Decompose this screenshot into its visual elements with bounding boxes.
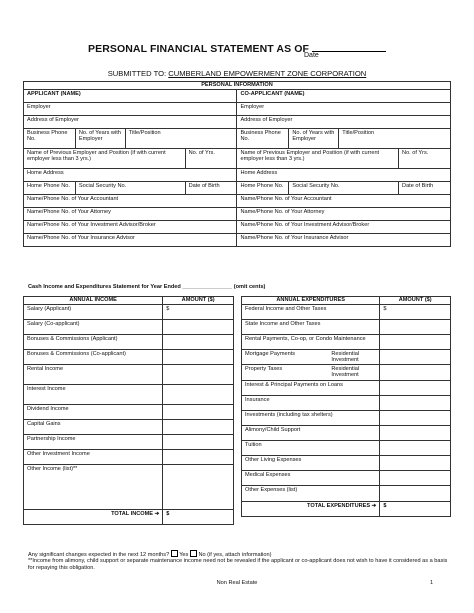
applicant-title-position-field[interactable]: Title/Position — [125, 129, 237, 149]
coapplicant-home-phone-field[interactable]: Home Phone No. — [237, 182, 289, 195]
applicant-insurance-field[interactable]: Name/Phone No. of Your Insurance Advisor — [24, 234, 237, 247]
expend-amount-field[interactable] — [380, 380, 451, 395]
yes-label: Yes — [179, 552, 189, 558]
expend-row-label: Medical Expenses — [242, 470, 380, 485]
income-row-label: Capital Gains — [24, 420, 163, 435]
expend-amount-field[interactable] — [380, 350, 451, 365]
coapplicant-business-phone-field[interactable]: Business Phone No. — [237, 129, 289, 149]
applicant-advisor-field[interactable]: Name/Phone No. of Your Investment Advisor/Broker — [24, 221, 237, 234]
expend-amount-field[interactable] — [380, 485, 451, 501]
applicant-ssn-field[interactable]: Social Security No. — [75, 182, 185, 195]
changes-question — [28, 550, 272, 558]
expend-amount-field[interactable] — [380, 395, 451, 410]
income-amount-header: AMOUNT ($) — [163, 297, 234, 305]
expend-amount-field[interactable] — [380, 335, 451, 350]
expend-row-label: State Income and Other Taxes — [242, 320, 380, 335]
expend-amount-header: AMOUNT ($) — [380, 297, 451, 305]
applicant-prev-employer-field[interactable]: Name of Previous Employer and Position (if with current employer less than 3 yrs.) — [24, 149, 186, 169]
income-row-label: Dividend Income — [24, 405, 163, 420]
income-row-label: Bonuses & Commissions (Applicant) — [24, 335, 163, 350]
applicant-attorney-field[interactable]: Name/Phone No. of Your Attorney — [24, 208, 237, 221]
income-row-label: Bonuses & Commissions (Co-applicant) — [24, 350, 163, 365]
personal-info-table — [23, 81, 451, 247]
income-amount-field[interactable]: $ — [163, 305, 234, 320]
title-text: PERSONAL FINANCIAL STATEMENT AS OF — [87, 43, 309, 55]
category-label: Non Real Estate — [216, 580, 258, 586]
residential-label: Residential — [331, 351, 360, 357]
date-blank[interactable] — [312, 42, 386, 52]
coapplicant-title-position-field[interactable]: Title/Position — [339, 129, 451, 149]
date-label: Date — [304, 52, 319, 59]
expend-row-label: Federal Income and Other Taxes — [242, 305, 380, 320]
total-expend-label: TOTAL EXPENDITURES ➔ — [242, 501, 380, 516]
coapplicant-employer-address-field[interactable]: Address of Employer — [237, 116, 451, 129]
expend-amount-field[interactable] — [380, 440, 451, 455]
expend-row-label: Rental Payments, Co-op, or Condo Maintenance — [242, 335, 380, 350]
footnote: **Income from alimony, child support or separate maintenance income need not be revealed if the applicant or co-applicant does not wish to have it considered as a basis for repaying this obligation. — [28, 558, 448, 571]
total-income-field[interactable]: $ — [163, 510, 234, 525]
income-row-label: Rental Income — [24, 365, 163, 385]
page-title — [0, 42, 474, 55]
coapplicant-years-field[interactable]: No. of Years with Employer — [289, 129, 339, 149]
income-amount-field[interactable] — [163, 465, 234, 510]
page-number: 1 — [430, 580, 434, 586]
applicant-dob-field[interactable]: Date of Birth — [185, 182, 237, 195]
expend-amount-field[interactable] — [380, 425, 451, 440]
cash-statement-title: Cash Income and Expenditures Statement for Year Ended ________________ (omit cents) — [28, 284, 266, 290]
expend-row-label: Insurance — [242, 395, 380, 410]
property-tax-row — [242, 365, 380, 380]
applicant-home-phone-field[interactable]: Home Phone No. — [24, 182, 76, 195]
coapplicant-prev-years-field[interactable]: No. of Yrs. — [399, 149, 451, 169]
applicant-accountant-field[interactable]: Name/Phone No. of Your Accountant — [24, 195, 237, 208]
coapplicant-home-address-field[interactable]: Home Address — [237, 169, 451, 182]
coapplicant-dob-field[interactable]: Date of Birth — [399, 182, 451, 195]
income-row-label: Partnership Income — [24, 435, 163, 450]
mortgage-split — [331, 351, 379, 363]
investment-label: Investment — [331, 357, 359, 364]
applicant-employer-address-field[interactable]: Address of Employer — [24, 116, 237, 129]
coapplicant-employer-field[interactable]: Employer — [237, 103, 451, 116]
no-checkbox[interactable] — [190, 550, 197, 557]
applicant-home-address-field[interactable]: Home Address — [24, 169, 237, 182]
income-amount-field[interactable] — [163, 385, 234, 405]
expend-row-label: Interest & Principal Payments on Loans — [242, 380, 380, 395]
submitted-to — [0, 69, 474, 78]
applicant-years-field[interactable]: No. of Years with Employer — [75, 129, 125, 149]
applicant-title: APPLICANT (NAME) — [24, 90, 237, 103]
coapplicant-ssn-field[interactable]: Social Security No. — [289, 182, 399, 195]
expend-amount-field[interactable] — [380, 365, 451, 380]
submitted-prefix: SUBMITTED TO: — [107, 69, 167, 78]
expend-row-label: Other Living Expenses — [242, 455, 380, 470]
expend-row-label: Property Taxes — [245, 366, 283, 373]
expend-row-label: Other Expenses (list) — [242, 485, 380, 501]
income-amount-field[interactable] — [163, 450, 234, 465]
coapplicant-insurance-field[interactable]: Name/Phone No. of Your Insurance Advisor — [237, 234, 451, 247]
expend-amount-field[interactable] — [380, 320, 451, 335]
income-row-label: Interest Income — [24, 385, 163, 405]
applicant-prev-years-field[interactable]: No. of Yrs. — [185, 149, 237, 169]
income-row-label: Salary (Applicant) — [24, 305, 163, 320]
expend-row-label: Investments (including tax shelters) — [242, 410, 380, 425]
coapplicant-accountant-field[interactable]: Name/Phone No. of Your Accountant — [237, 195, 451, 208]
income-row-label: Salary (Co-applicant) — [24, 320, 163, 335]
income-header: ANNUAL INCOME — [24, 297, 163, 305]
expend-amount-field[interactable]: $ — [380, 305, 451, 320]
coapplicant-attorney-field[interactable]: Name/Phone No. of Your Attorney — [237, 208, 451, 221]
expend-header: ANNUAL EXPENDITURES — [242, 297, 380, 305]
income-amount-field[interactable] — [163, 335, 234, 350]
investment-label: Investment — [331, 372, 359, 379]
coapplicant-prev-employer-field[interactable]: Name of Previous Employer and Position (if with current employer less than 3 yrs.) — [237, 149, 399, 169]
no-label: No (if yes, attach information) — [198, 552, 272, 558]
applicant-employer-field[interactable]: Employer — [24, 103, 237, 116]
income-row-label: Other Investment Income — [24, 450, 163, 465]
section-title: PERSONAL INFORMATION — [24, 82, 451, 90]
total-expend-field[interactable]: $ — [380, 501, 451, 516]
expend-row-label: Alimony/Child Support — [242, 425, 380, 440]
expend-amount-field[interactable] — [380, 455, 451, 470]
expend-amount-field[interactable] — [380, 470, 451, 485]
property-tax-split — [331, 366, 379, 378]
submitted-org: CUMBERLAND EMPOWERMENT ZONE CORPORATION — [168, 69, 367, 78]
income-amount-field[interactable] — [163, 320, 234, 335]
income-amount-field[interactable] — [163, 350, 234, 365]
applicant-business-phone-field[interactable]: Business Phone No. — [24, 129, 76, 149]
expend-row-label: Tuition — [242, 440, 380, 455]
residential-label: Residential — [331, 366, 360, 373]
total-income-label: TOTAL INCOME ➔ — [24, 510, 163, 525]
yes-checkbox[interactable] — [171, 550, 178, 557]
income-row-label: Other Income (list)** — [24, 465, 163, 510]
income-table — [23, 296, 234, 525]
expend-row-label: Mortgage Payments — [245, 351, 296, 357]
income-amount-field[interactable] — [163, 365, 234, 385]
changes-text: Any significant changes expected in the next 12 months? — [28, 552, 170, 558]
income-amount-field[interactable] — [163, 405, 234, 420]
income-amount-field[interactable] — [163, 420, 234, 435]
coapplicant-title: CO-APPLICANT (NAME) — [237, 90, 451, 103]
expenditures-table — [241, 296, 451, 517]
income-amount-field[interactable] — [163, 435, 234, 450]
coapplicant-advisor-field[interactable]: Name/Phone No. of Your Investment Advisor/Broker — [237, 221, 451, 234]
mortgage-row — [242, 350, 380, 365]
expend-amount-field[interactable] — [380, 410, 451, 425]
